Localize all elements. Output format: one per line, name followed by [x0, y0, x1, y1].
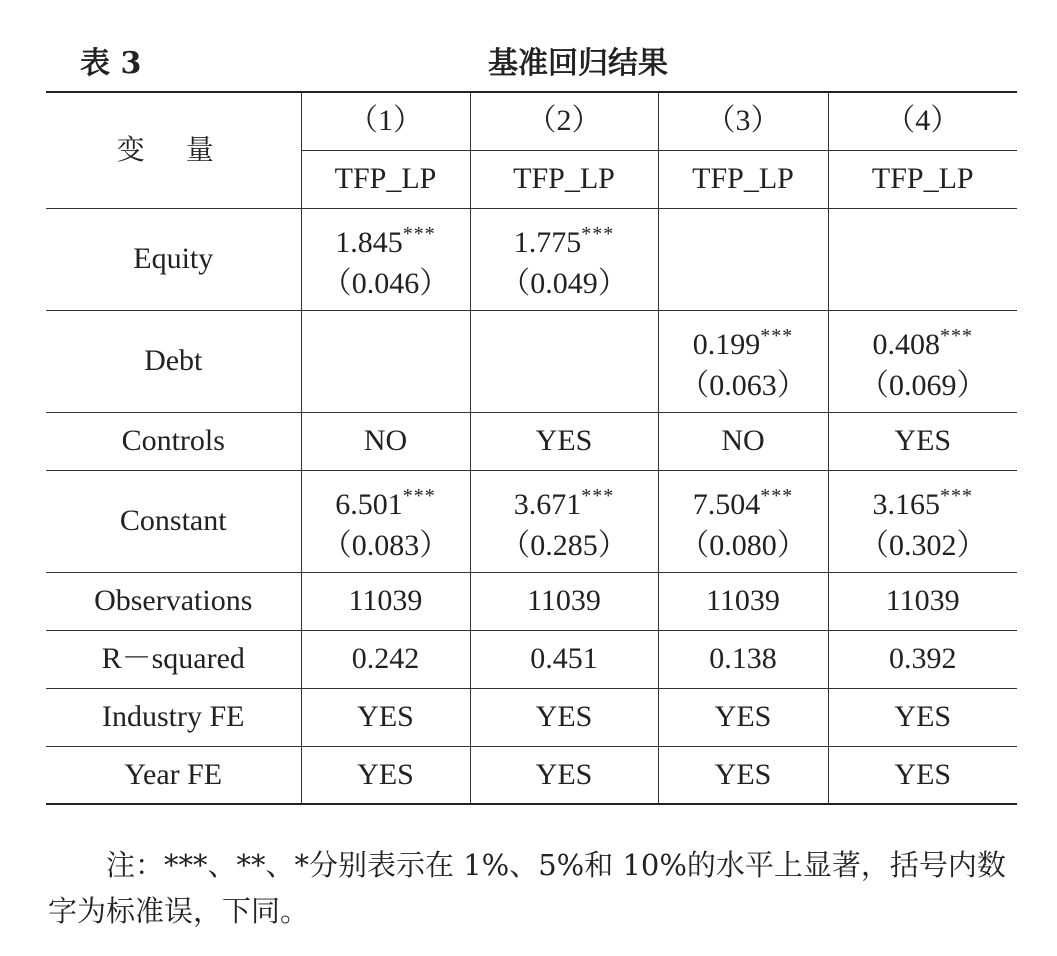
- table-cell: NO: [658, 412, 828, 470]
- table-cell: 11039: [828, 572, 1017, 630]
- note-line: 注：***、**、*分别表示在 1%、5%和 10%的水平上显著，括号内数: [106, 848, 1006, 882]
- coefficient: 1.775: [513, 225, 582, 259]
- debt-row: [46, 310, 1017, 412]
- row-label: Controls: [46, 412, 301, 470]
- table-caption: [0, 30, 1057, 86]
- constant-row: [46, 470, 1017, 572]
- significance-stars: ***: [402, 222, 436, 245]
- table-cell: 11039: [658, 572, 828, 630]
- table-cell: 0.138: [658, 630, 828, 688]
- table-cell-empty: [470, 310, 658, 412]
- significance-stars: ***: [581, 484, 615, 507]
- table-cell: YES: [470, 688, 658, 746]
- r-squared-row: [46, 630, 1017, 688]
- dependent-variable: TFP_LP: [301, 150, 470, 208]
- year-fe-row: [46, 746, 1017, 804]
- row-label: Observations: [46, 572, 301, 630]
- table-cell: YES: [658, 688, 828, 746]
- standard-error: （0.046）: [321, 266, 450, 300]
- coefficient: 7.504: [692, 487, 761, 521]
- coefficient: 1.845: [335, 225, 403, 259]
- table-cell: NO: [301, 412, 470, 470]
- table-cell: YES: [301, 688, 470, 746]
- standard-error: （0.049）: [500, 266, 628, 300]
- coefficient: 0.408: [872, 327, 940, 361]
- controls-row: [46, 412, 1017, 470]
- row-label: Equity: [46, 208, 301, 310]
- table-cell: [828, 310, 1017, 412]
- table-cell: YES: [658, 746, 828, 804]
- table-cell: YES: [301, 746, 470, 804]
- table-cell: 0.392: [828, 630, 1017, 688]
- column-number: （2）: [470, 92, 658, 150]
- table-cell: YES: [470, 412, 658, 470]
- table-cell: 0.451: [470, 630, 658, 688]
- standard-error: （0.069）: [859, 368, 987, 402]
- regression-table: [46, 91, 1017, 805]
- column-number: （1）: [301, 92, 470, 150]
- table-cell: 11039: [301, 572, 470, 630]
- coefficient: 3.165: [872, 487, 940, 521]
- row-label: Constant: [46, 470, 301, 572]
- table-cell: [658, 310, 828, 412]
- standard-error: （0.080）: [679, 528, 807, 562]
- table-title: 基准回归结果: [488, 46, 668, 81]
- coefficient: 0.199: [692, 327, 761, 361]
- standard-error: （0.063）: [679, 368, 807, 402]
- table-cell-empty: [658, 208, 828, 310]
- row-label: Industry FE: [46, 688, 301, 746]
- table-note: [48, 842, 1020, 934]
- coefficient: 3.671: [513, 487, 582, 521]
- table-cell: YES: [828, 746, 1017, 804]
- column-number: （3）: [658, 92, 828, 150]
- standard-error: （0.083）: [321, 528, 450, 562]
- standard-error: （0.285）: [500, 528, 628, 562]
- table-cell-empty: [301, 310, 470, 412]
- dependent-variable: TFP_LP: [470, 150, 658, 208]
- table-cell: [301, 470, 470, 572]
- table-cell: YES: [828, 412, 1017, 470]
- table-cell: YES: [470, 746, 658, 804]
- significance-stars: ***: [940, 324, 973, 347]
- variable-header: 变 量: [46, 92, 301, 208]
- column-number: （4）: [828, 92, 1017, 150]
- industry-fe-row: [46, 688, 1017, 746]
- table-cell: 11039: [470, 572, 658, 630]
- coefficient: 6.501: [335, 487, 403, 521]
- significance-stars: ***: [581, 222, 615, 245]
- table-cell: 0.242: [301, 630, 470, 688]
- significance-stars: ***: [760, 324, 794, 347]
- table-cell: [658, 470, 828, 572]
- table-number: 表 3: [80, 46, 142, 81]
- significance-stars: ***: [940, 484, 973, 507]
- significance-stars: ***: [402, 484, 436, 507]
- dependent-variable: TFP_LP: [658, 150, 828, 208]
- table-cell: [470, 470, 658, 572]
- note-line: 字为标准误，下同。: [48, 894, 310, 928]
- equity-row: [46, 208, 1017, 310]
- column-number-row: [46, 92, 1017, 150]
- row-label: Debt: [46, 310, 301, 412]
- standard-error: （0.302）: [859, 528, 987, 562]
- table-cell: [828, 470, 1017, 572]
- table-cell-empty: [828, 208, 1017, 310]
- observations-row: [46, 572, 1017, 630]
- table-cell: YES: [828, 688, 1017, 746]
- dependent-variable: TFP_LP: [828, 150, 1017, 208]
- significance-stars: ***: [760, 484, 794, 507]
- table-cell: [470, 208, 658, 310]
- table-cell: [301, 208, 470, 310]
- row-label: R－squared: [46, 630, 301, 688]
- row-label: Year FE: [46, 746, 301, 804]
